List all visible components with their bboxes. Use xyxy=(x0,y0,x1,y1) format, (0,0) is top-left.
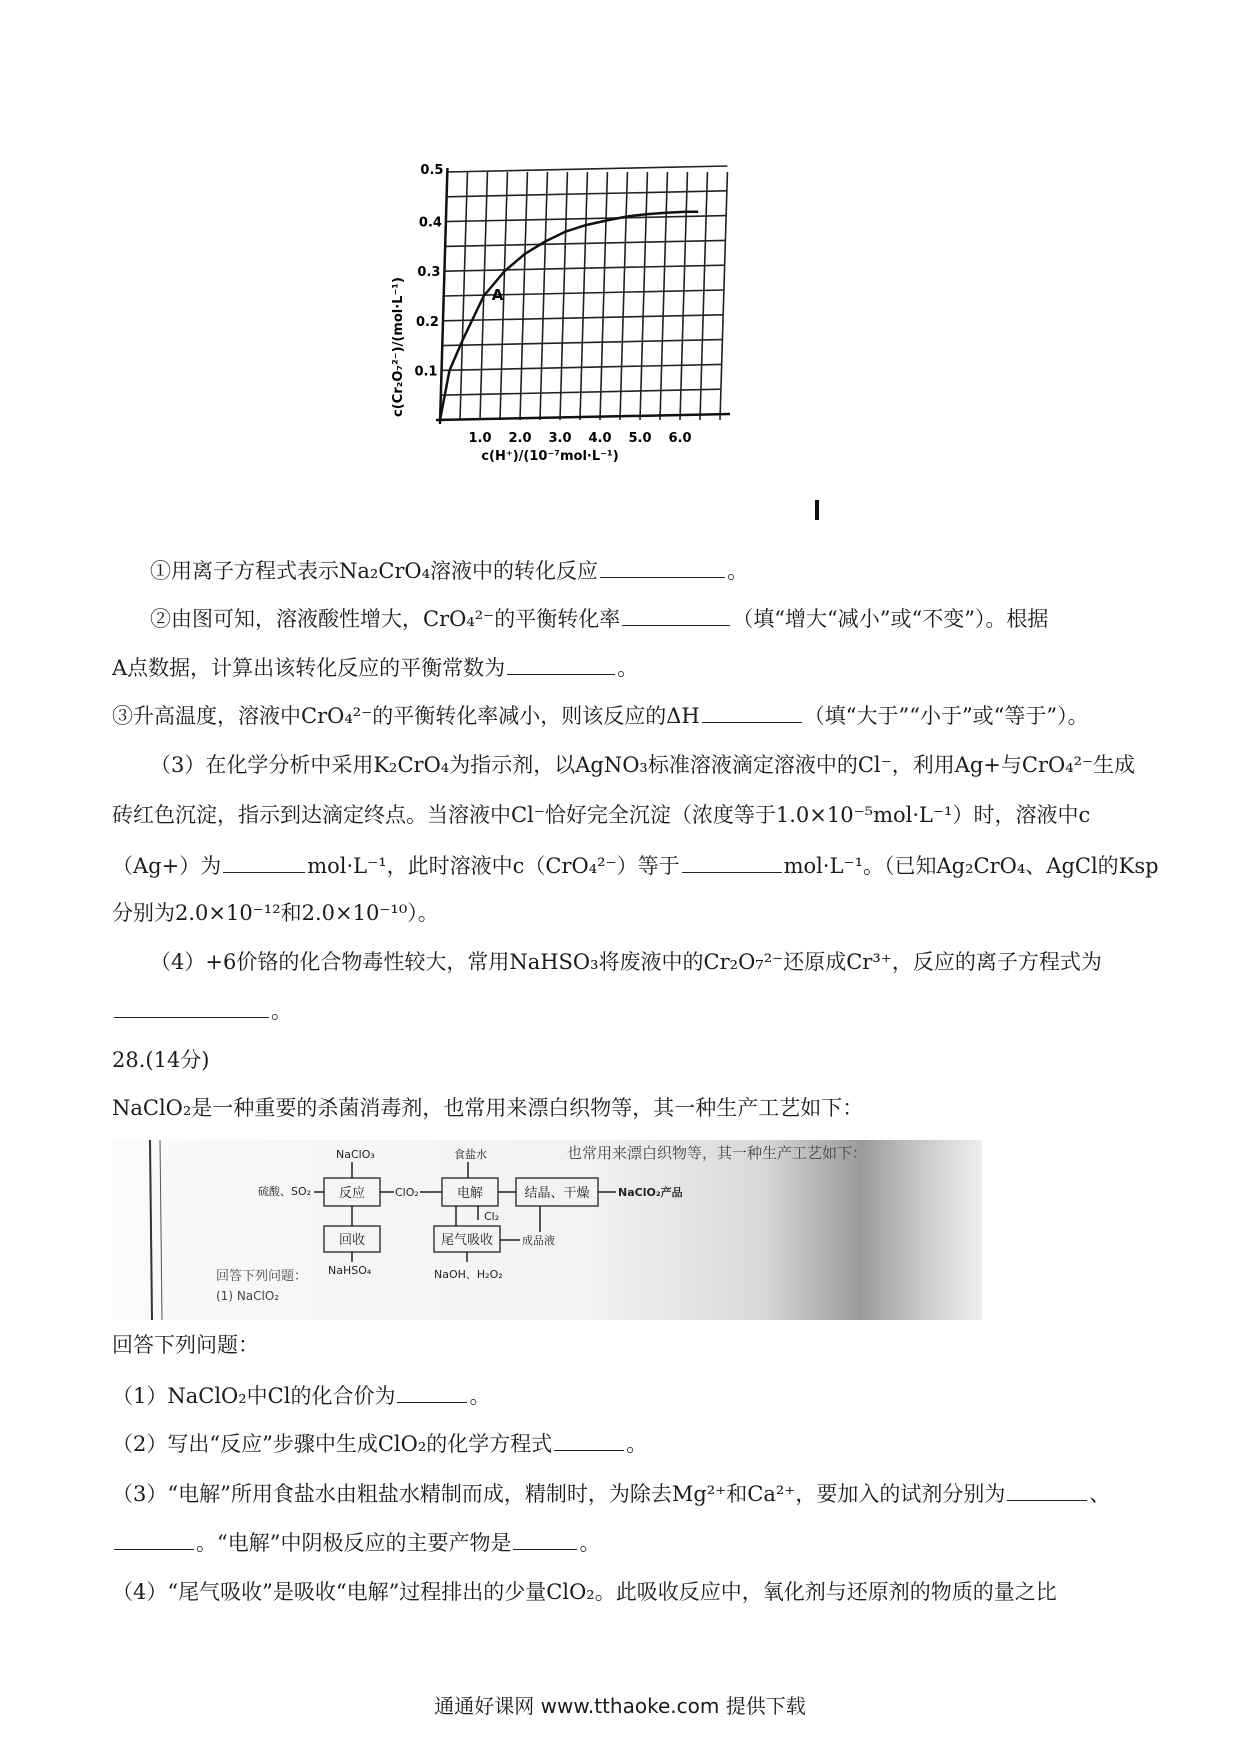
chart-y-tick-label: 0.2 xyxy=(415,314,439,330)
page-edge-line xyxy=(160,1140,162,1320)
subquestion-1: （1）NaClO₂中Cl的化合价为 。 xyxy=(112,1380,1132,1411)
flow-clo2: ClO₂ xyxy=(395,1186,419,1199)
chart-gridline-vertical xyxy=(540,172,547,420)
answer-blank[interactable] xyxy=(622,603,730,626)
flowchart-svg xyxy=(112,1140,982,1320)
chart-gridline-vertical xyxy=(600,172,607,420)
flow-input-naclo3: NaClO₃ xyxy=(336,1148,375,1161)
chart-x-tick-label: 4.0 xyxy=(588,431,612,446)
chart-gridline-vertical xyxy=(700,172,707,420)
flow-box-recover-label: 回收 xyxy=(338,1233,366,1248)
question-3-d: 分别为2.0×10⁻¹²和2.0×10⁻¹⁰）。 xyxy=(112,901,439,925)
chart-gridline-vertical xyxy=(620,172,627,420)
page-edge-line xyxy=(150,1140,152,1320)
flow-box-crystallize-label: 结晶、干燥 xyxy=(524,1186,590,1201)
flow-bottom-text-2: (1) NaClO₂ xyxy=(216,1289,280,1303)
chart-x-tick-label: 6.0 xyxy=(668,431,692,446)
answer-blank[interactable] xyxy=(513,1527,577,1550)
answer-blank[interactable] xyxy=(114,1527,194,1550)
chart-x-tick-label: 2.0 xyxy=(508,431,532,446)
subquestion-3-a: （3）“电解”所用食盐水由粗盐水精制而成，精制时，为除去Mg²⁺和Ca²⁺，要加入的试剂分别为 、 xyxy=(112,1478,1132,1509)
answer-blank[interactable] xyxy=(682,850,782,873)
flow-cl2: Cl₂ xyxy=(484,1210,500,1223)
flow-solution: 成品液 xyxy=(522,1234,555,1247)
flow-nahso4: NaHSO₄ xyxy=(328,1264,372,1277)
chart-gridline-vertical xyxy=(640,172,647,420)
problem-28-intro: NaClO₂是一种重要的杀菌消毒剂，也常用来漂白织物等，其一种生产工艺如下： xyxy=(112,1096,864,1120)
question-2-2: ②由图可知，溶液酸性增大，CrO₄²⁻的平衡转化率 （填“增大“减小”或“不变”）。根据 xyxy=(150,603,1132,634)
equilibrium-chart xyxy=(391,162,830,522)
answer-blank[interactable] xyxy=(114,995,269,1018)
chart-x-tick-label: 1.0 xyxy=(468,431,492,446)
chart-x-tick-label: 3.0 xyxy=(548,431,572,446)
question-2-1: ①用离子方程式表示Na₂CrO₄溶液中的转化反应 。 xyxy=(150,555,1132,586)
chart-gridline-vertical xyxy=(680,172,687,420)
chart-grid xyxy=(440,166,727,420)
question-2-3: ③升高温度，溶液中CrO₄²⁻的平衡转化率减小，则该反应的ΔH （填“大于”“小于”或“等于”）。 xyxy=(112,700,1132,731)
answer-blank[interactable] xyxy=(1007,1478,1087,1501)
chart-point-label: A xyxy=(491,286,504,304)
question-3-a: （3）在化学分析中采用K₂CrO₄为指示剂，以AgNO₃标准溶液滴定溶液中的Cl⁻，利用Ag+与CrO₄²⁻生成 xyxy=(150,753,1136,777)
page-footer: 通通好课网 www.tthaoke.com 提供下载 xyxy=(434,1694,806,1718)
chart-y-tick-label: 0.5 xyxy=(420,163,444,178)
question-4-b: 。 xyxy=(112,995,1132,1026)
process-flowchart xyxy=(112,1140,982,1320)
flow-box-tail-gas-label: 尾气吸收 xyxy=(440,1233,494,1248)
answer-blank[interactable] xyxy=(507,652,615,675)
subquestion-2: （2）写出“反应”步骤中生成ClO₂的化学方程式 。 xyxy=(112,1428,1132,1459)
flow-top-text: 也常用来漂白织物等，其一种生产工艺如下： xyxy=(567,1144,868,1162)
answer-blank[interactable] xyxy=(223,850,305,873)
chart-y-axis-label: c(Cr₂O₇²⁻)/(mol·L⁻¹) xyxy=(391,277,406,417)
chart-y-tick-label: 0.1 xyxy=(414,364,438,380)
question-3-b: 砖红色沉淀，指示到达滴定终点。当溶液中Cl⁻恰好完全沉淀（浓度等于1.0×10⁻⁵mol·L⁻¹）时，溶液中c xyxy=(112,803,1091,827)
chart-gridline-vertical xyxy=(720,172,727,420)
chart-gridline-vertical xyxy=(660,172,667,420)
chart-y-ticks xyxy=(414,163,443,379)
chart-gridline-vertical xyxy=(560,172,567,420)
answer-prompt: 回答下列问题： xyxy=(112,1333,259,1357)
answer-blank[interactable] xyxy=(600,555,725,578)
flow-box-reaction-label: 反应 xyxy=(338,1186,366,1201)
chart-gridline-vertical xyxy=(520,172,527,420)
answer-blank[interactable] xyxy=(702,700,802,723)
answer-blank[interactable] xyxy=(554,1428,624,1451)
flow-input-acid: 硫酸、SO₂ xyxy=(258,1185,312,1198)
question-2-2-cont: A点数据，计算出该转化反应的平衡常数为 。 xyxy=(112,652,1132,683)
question-3-c: （Ag+）为 mol·L⁻¹，此时溶液中c（CrO₄²⁻）等于 mol·L⁻¹。（已知Ag₂CrO₄、AgCl的Ksp xyxy=(112,850,1132,881)
chart-x-tick-label: 5.0 xyxy=(628,431,652,446)
chart-gridline-horizontal xyxy=(447,166,727,172)
chart-x-ticks xyxy=(468,431,691,446)
chart-svg xyxy=(391,162,830,522)
chart-y-tick-label: 0.4 xyxy=(418,215,442,231)
flow-product: NaClO₂产品 xyxy=(618,1186,683,1199)
chart-x-axis-label: c(H⁺)/(10⁻⁷mol·L⁻¹) xyxy=(481,449,619,464)
question-4-a: （4）+6价铬的化合物毒性较大，常用NaHSO₃将废液中的Cr₂O₇²⁻还原成Cr³⁺，反应的离子方程式为 xyxy=(150,950,1102,974)
flow-bottom-text-1: 回答下列问题： xyxy=(216,1269,308,1284)
chart-gridline-vertical xyxy=(580,172,587,420)
flow-box-electrolysis-label: 电解 xyxy=(456,1186,484,1201)
subquestion-3-b: 。“电解”中阴极反应的主要产物是 。 xyxy=(112,1527,1132,1558)
flow-input-salt: 食盐水 xyxy=(454,1148,487,1161)
subquestion-4: （4）“尾气吸收”是吸收“电解”过程排出的少量ClO₂。此吸收反应中，氧化剂与还原剂的物质的量之比 xyxy=(112,1580,1057,1604)
scan-mark xyxy=(815,500,819,520)
flow-input-naoh: NaOH、H₂O₂ xyxy=(434,1268,503,1281)
answer-blank[interactable] xyxy=(397,1380,467,1403)
problem-28-title: 28.(14分) xyxy=(112,1048,210,1072)
chart-y-tick-label: 0.3 xyxy=(417,265,441,281)
